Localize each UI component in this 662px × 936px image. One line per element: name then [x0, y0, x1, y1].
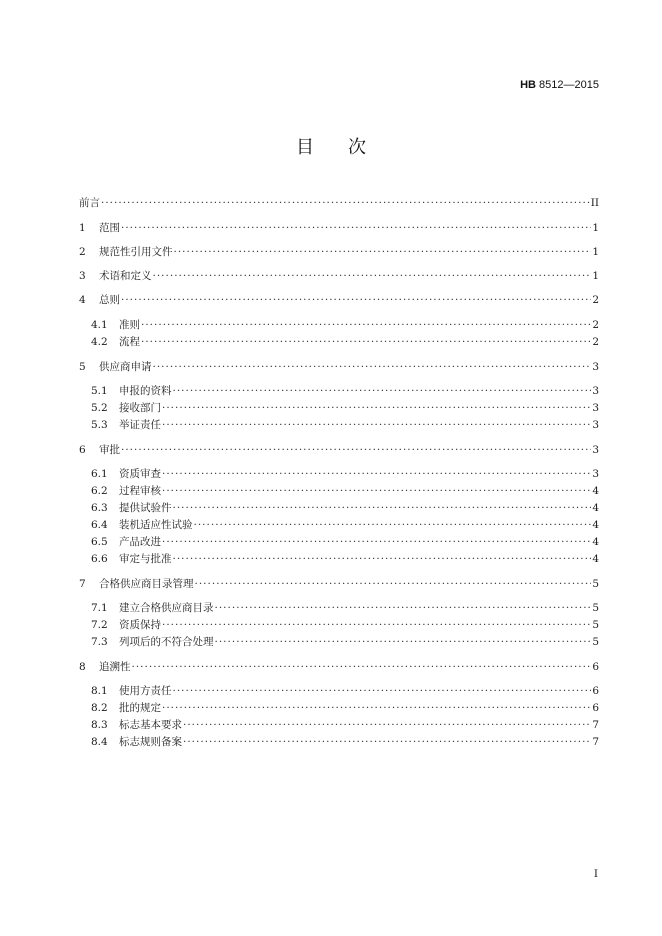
toc-entry-page: 7 — [592, 719, 599, 731]
toc-entry-page: 1 — [592, 246, 599, 258]
toc-leader-dots — [183, 735, 591, 749]
toc-entry-page: 5 — [592, 619, 599, 631]
page-title: 目次 — [296, 137, 400, 158]
toc-entry[interactable] — [79, 196, 599, 210]
toc-entry-label: 接收部门 — [119, 402, 161, 414]
toc-entry-number: 7.1 — [91, 602, 108, 614]
toc-entry-number: 4 — [79, 294, 86, 306]
toc-entry-page: 3 — [592, 468, 599, 480]
toc-entry-number: 3 — [79, 270, 86, 282]
footer-page-number: I — [593, 868, 598, 880]
toc-leader-dots — [132, 660, 592, 674]
toc-entry[interactable] — [79, 245, 599, 259]
toc-entry-label: 过程审核 — [119, 485, 161, 497]
toc-entry-label: 列项后的不符合处理 — [119, 636, 214, 648]
toc-entry-label: 使用方责任 — [119, 685, 172, 697]
toc-leader-dots — [173, 501, 592, 515]
document-code-prefix: HB — [520, 79, 536, 91]
toc-entry-label: 批的规定 — [119, 702, 161, 714]
toc-entry-page: 6 — [592, 685, 599, 697]
toc-leader-dots — [215, 601, 592, 615]
toc-entry-number: 5.1 — [91, 385, 108, 397]
toc-entry-page: 2 — [592, 294, 599, 306]
toc-entry[interactable] — [91, 635, 599, 649]
toc-entry-number: 6.5 — [91, 536, 108, 548]
toc-leader-dots — [141, 335, 591, 349]
toc-entry-label: 举证责任 — [119, 419, 161, 431]
toc-leader-dots — [183, 718, 591, 732]
toc-entry-page: 2 — [592, 319, 599, 331]
toc-entry[interactable] — [79, 660, 599, 674]
toc-entry[interactable] — [79, 360, 599, 374]
toc-entry-label: 提供试验件 — [119, 502, 172, 514]
toc-leader-dots — [153, 269, 592, 283]
toc-entry[interactable] — [79, 221, 599, 235]
toc-entry[interactable] — [91, 735, 599, 749]
toc-entry[interactable] — [91, 401, 599, 415]
toc-entry-label: 资质保持 — [119, 619, 161, 631]
toc-entry[interactable] — [91, 684, 599, 698]
toc-entry-number: 4.1 — [91, 319, 108, 331]
toc-entry-label: 供应商申请 — [99, 361, 152, 373]
toc-leader-dots — [173, 552, 592, 566]
toc-entry-page: 1 — [592, 222, 599, 234]
toc-entry-page: 6 — [592, 702, 599, 714]
toc-entry-number: 5.3 — [91, 419, 108, 431]
toc-entry-number: 7.3 — [91, 636, 108, 648]
toc-entry[interactable] — [91, 601, 599, 615]
toc-entry-page: 3 — [592, 444, 599, 456]
toc-entry-label: 审批 — [99, 444, 120, 456]
toc-leader-dots — [162, 401, 591, 415]
toc-entry-number: 8.3 — [91, 719, 108, 731]
toc-leader-dots — [162, 618, 591, 632]
toc-entry[interactable] — [91, 318, 599, 332]
toc-entry-page: 4 — [592, 553, 599, 565]
toc-leader-dots — [162, 418, 591, 432]
toc-leader-dots — [174, 245, 592, 259]
toc-entry-number: 2 — [79, 246, 86, 258]
toc-entry-page: 6 — [592, 661, 599, 673]
toc-entry-label: 标志规则备案 — [119, 736, 182, 748]
toc-leader-dots — [195, 577, 592, 591]
toc-entry-page: 3 — [592, 402, 599, 414]
toc-entry[interactable] — [91, 618, 599, 632]
toc-entry-label: 合格供应商目录管理 — [99, 578, 194, 590]
toc-leader-dots — [141, 318, 591, 332]
toc-entry-page: 4 — [592, 485, 599, 497]
toc-leader-dots — [101, 196, 590, 210]
toc-entry-number: 8 — [79, 661, 86, 673]
toc-leader-dots — [162, 535, 591, 549]
toc-entry-number: 8.2 — [91, 702, 108, 714]
toc-entry-label: 准则 — [119, 319, 140, 331]
toc-entry[interactable] — [91, 467, 599, 481]
toc-entry[interactable] — [91, 718, 599, 732]
toc-entry-page: II — [590, 197, 599, 209]
toc-entry[interactable] — [91, 535, 599, 549]
toc-entry-label: 总则 — [99, 294, 120, 306]
toc-entry[interactable] — [91, 418, 599, 432]
toc-leader-dots — [162, 467, 591, 481]
toc-entry-label: 规范性引用文件 — [99, 246, 173, 258]
toc-entry[interactable] — [91, 552, 599, 566]
toc-entry[interactable] — [91, 501, 599, 515]
document-code-number: 8512—2015 — [539, 79, 599, 91]
toc-entry-number: 6 — [79, 444, 86, 456]
toc-entry-number: 6.3 — [91, 502, 108, 514]
toc-entry-page: 3 — [592, 419, 599, 431]
toc-entry-page: 1 — [592, 270, 599, 282]
toc-entry-number: 6.2 — [91, 485, 108, 497]
toc-entry-number: 5.2 — [91, 402, 108, 414]
toc-entry-page: 3 — [592, 385, 599, 397]
toc-entry-label: 装机适应性试验 — [119, 519, 193, 531]
toc-entry-page: 5 — [592, 602, 599, 614]
toc-entry-number: 7.2 — [91, 619, 108, 631]
toc-entry-label: 建立合格供应商目录 — [119, 602, 214, 614]
toc-leader-dots — [215, 635, 592, 649]
toc-entry[interactable] — [91, 518, 599, 532]
toc-entry-number: 1 — [79, 222, 86, 234]
toc-leader-dots — [153, 360, 592, 374]
toc-entry-page: 3 — [592, 361, 599, 373]
toc-entry-number: 8.1 — [91, 685, 108, 697]
toc-entry[interactable] — [79, 269, 599, 283]
toc-leader-dots — [162, 484, 591, 498]
toc-entry-page: 4 — [592, 536, 599, 548]
toc-leader-dots — [121, 221, 591, 235]
toc-entry-page: 2 — [592, 336, 599, 348]
toc-leader-dots — [162, 701, 591, 715]
toc-entry-number: 6.4 — [91, 519, 108, 531]
toc-leader-dots — [121, 293, 591, 307]
toc-leader-dots — [194, 518, 592, 532]
toc-entry[interactable] — [79, 293, 599, 307]
toc-entry-page: 7 — [592, 736, 599, 748]
toc-entry-number: 8.4 — [91, 736, 108, 748]
toc-entry-number: 4.2 — [91, 336, 108, 348]
toc-entry-page: 5 — [592, 578, 599, 590]
toc-entry-label: 产品改进 — [119, 536, 161, 548]
toc-entry[interactable] — [79, 577, 599, 591]
toc-entry-label: 追溯性 — [99, 661, 131, 673]
toc-entry[interactable] — [91, 384, 599, 398]
document-code — [520, 79, 599, 91]
toc-leader-dots — [173, 684, 592, 698]
toc-entry-label: 流程 — [119, 336, 140, 348]
toc-entry-label: 范围 — [99, 222, 120, 234]
toc-entry-label: 前言 — [79, 197, 100, 209]
toc-entry-label: 资质审查 — [119, 468, 161, 480]
toc-entry-label: 标志基本要求 — [119, 719, 182, 731]
toc-entry-label: 审定与批准 — [119, 553, 172, 565]
toc-entry-page: 5 — [592, 636, 599, 648]
toc-entry-label: 申报的资料 — [119, 385, 172, 397]
toc-leader-dots — [121, 443, 591, 457]
toc-entry[interactable] — [79, 443, 599, 457]
toc-entry-page: 4 — [592, 502, 599, 514]
toc-entry[interactable] — [91, 701, 599, 715]
toc-entry-number: 7 — [79, 578, 86, 590]
toc-entry-number: 6.6 — [91, 553, 108, 565]
toc-entry[interactable] — [91, 335, 599, 349]
toc-leader-dots — [173, 384, 592, 398]
toc-entry-page: 4 — [592, 519, 599, 531]
toc-entry[interactable] — [91, 484, 599, 498]
toc-entry-number: 6.1 — [91, 468, 108, 480]
toc-entry-label: 术语和定义 — [99, 270, 152, 282]
toc-entry-number: 5 — [79, 361, 86, 373]
